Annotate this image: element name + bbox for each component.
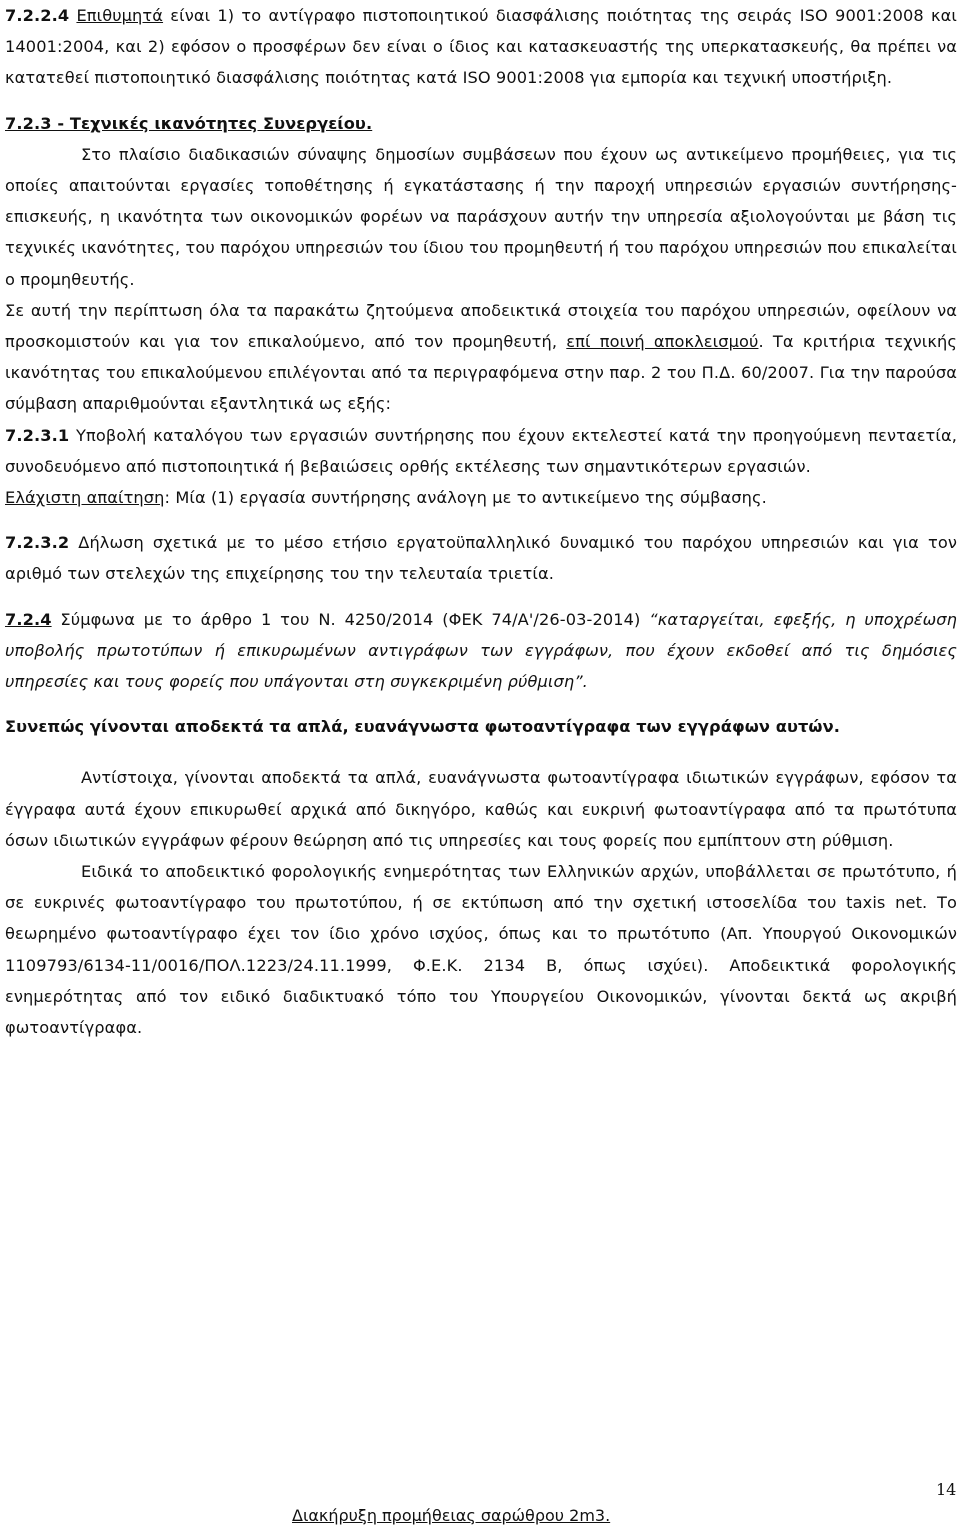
paragraph: Σε αυτή την περίπτωση όλα τα παρακάτω ζητούμενα αποδεικτικά στοιχεία του παρόχου υπηρεσιών, οφείλουν να προσκομιστούν και για τον επικαλούμενο, από τον προμηθευτή, επί ποινή αποκλεισμού. Τα κριτήρια τεχνικής ικανότητας του επικαλούμενου επιλέγονται από τα περιγραφόμενα στην παρ. 2 του Π.Δ. 60/2007. Για την παρούσα σύμβαση απαριθμούνται εξαντλητικά ως εξής: [5, 300, 957, 414]
spacer [5, 513, 957, 527]
spacer [5, 742, 957, 762]
paragraph: Στο πλαίσιο διαδικασιών σύναψης δημοσίων συμβάσεων που έχουν ως αντικείμενο προμήθειες, για τις οποίες απαιτούνται εργασίες τοποθέτησης ή εγκατάστασης ή την παροχή υπηρεσιών εργασιών συντήρησης-επισκευής, η ικανότητα των οικονομικών φορέων να παράσχουν αυτήν την υπηρεσία αξιολογούνται με βάση τις τεχνικές ικανότητες, του παρόχου υπηρεσιών του ίδιου του προμηθευτή ή του παρόχου υπηρεσιών που επικαλείται ο προμηθευτής. [5, 144, 957, 289]
spacer [5, 94, 957, 108]
document-page [5, 0, 957, 1537]
paragraph-private-documents: Αντίστοιχα, γίνονται αποδεκτά τα απλά, ευανάγνωστα φωτοαντίγραφα ιδιωτικών εγγράφων, εφόσον τα έγγραφα αυτά έχουν επικυρωθεί αρχικά από δικηγόρο, καθώς και ευκρινή φωτοαντίγραφα από τα πρωτότυπα όσων ιδιωτικών εγγράφων φέρουν θεώρηση από τις υπηρεσίες και τους φορείς που εμπίπτουν στη ρύθμιση. [5, 768, 957, 850]
law-quote: “καταργείται, εφεξής, η υποχρέωση υποβολής πρωτοτύπων ή επικυρωμένων αντιγράφων των εγγράφων, που έχουν εκδοθεί από τις δημόσιες υπηρεσίες και τους φορείς που υπάγονται στη συγκεκριμένη ρύθμιση”. [5, 609, 958, 692]
page-number: 14 [936, 1480, 957, 1499]
section-7-2-4: 7.2.4 Σύμφωνα με το άρθρο 1 του Ν. 4250/2014 (ΦΕΚ 74/Α'/26-03-2014) “καταργείται, εφεξής, η υποχρέωση υποβολής πρωτοτύπων ή επικυρωμένων αντιγράφων των εγγράφων, που έχουν εκδοθεί από τις δημόσιες υπηρεσίες και τους φορείς που υπάγονται στη συγκεκριμένη ρύθμιση”. [5, 609, 958, 692]
section-7-2-3-1: 7.2.3.1 Υποβολή καταλόγου των εργασιών συντήρησης που έχουν εκτελεστεί κατά την προηγούμενη πενταετία, συνοδευόμενο από πιστοποιητικά ή βεβαιώσεις ορθής εκτέλεσης των σημαντικότερων εργασιών. [5, 425, 957, 476]
section-number: 7.2.3.1 [5, 425, 70, 445]
page-footer: Διακήρυξη προμήθειας σαρώθρου 2m3. [292, 1506, 611, 1525]
section-number: 7.2.2.4 [5, 6, 70, 25]
section-number: 7.2.3.2 [5, 533, 70, 553]
desired-label: Επιθυμητά [76, 6, 164, 25]
section-heading-7-2-3: 7.2.3 - Τεχνικές ικανότητες Συνεργείου. [5, 113, 373, 133]
exclusion-note: επί ποινή αποκλεισμού [566, 332, 759, 352]
bold-statement: Συνεπώς γίνονται αποδεκτά τα απλά, ευανάγνωστα φωτοαντίγραφα των εγγράφων αυτών. [5, 717, 840, 737]
spacer [5, 697, 957, 711]
paragraph-tax-certificate: Ειδικά το αποδεικτικό φορολογικής ενημερότητας των Ελληνικών αρχών, υποβάλλεται σε πρωτότυπο, ή σε ευκρινές φωτοαντίγραφο του πρωτοτύπου, ή σε εκτύπωση από την σχετική ιστοσελίδα του taxis net. Το θεωρημένο φωτοαντίγραφο έχει τον ίδιο χρόνο ισχύος, όπως και το πρωτότυπο (Απ. Υπουργού Οικονομικών 1109793/6134-11/0016/ΠΟΛ.1223/24.11.1999, Φ.Ε.Κ. 2134 Β, όπως ισχύει). Αποδεικτικά φορολογικής ενημερότητας από τον ειδικό διαδικτυακό τόπο του Υπουργείου Οικονομικών, γίνονται δεκτά ως ακριβή φωτοαντίγραφα. [5, 862, 957, 1038]
section-7-2-2-4 [5, 0, 957, 94]
spacer [5, 590, 957, 604]
section-number: 7.2.4 [5, 609, 52, 629]
requirement-label: Ελάχιστη απαίτηση [5, 488, 165, 508]
minimum-requirement: Ελάχιστη απαίτηση: Μία (1) εργασία συντήρησης ανάλογη με το αντικείμενο της σύμβασης. [5, 488, 767, 508]
section-7-2-3-2: 7.2.3.2 Δήλωση σχετικά με το μέσο ετήσιο εργατοϋπαλληλικό δυναμικό του παρόχου υπηρεσιών και για τον αριθμό των στελεχών της επιχείρησης του την τελευταία τριετία. [5, 533, 957, 584]
section-text: είναι 1) το αντίγραφο πιστοποιητικού διασφάλισης ποιότητας της σειράς ISO 9001:2008 και 14001:2004, και 2) εφόσον ο προσφέρων δεν είναι ο ίδιος και κατασκευαστής της υπερκατασκευής, θα πρέπει να κατατεθεί πιστοποιητικό διασφάλισης ποιότητας κατά ISO 9001:2008 για εμπορία και τεχνική υποστήριξη. [5, 6, 958, 88]
